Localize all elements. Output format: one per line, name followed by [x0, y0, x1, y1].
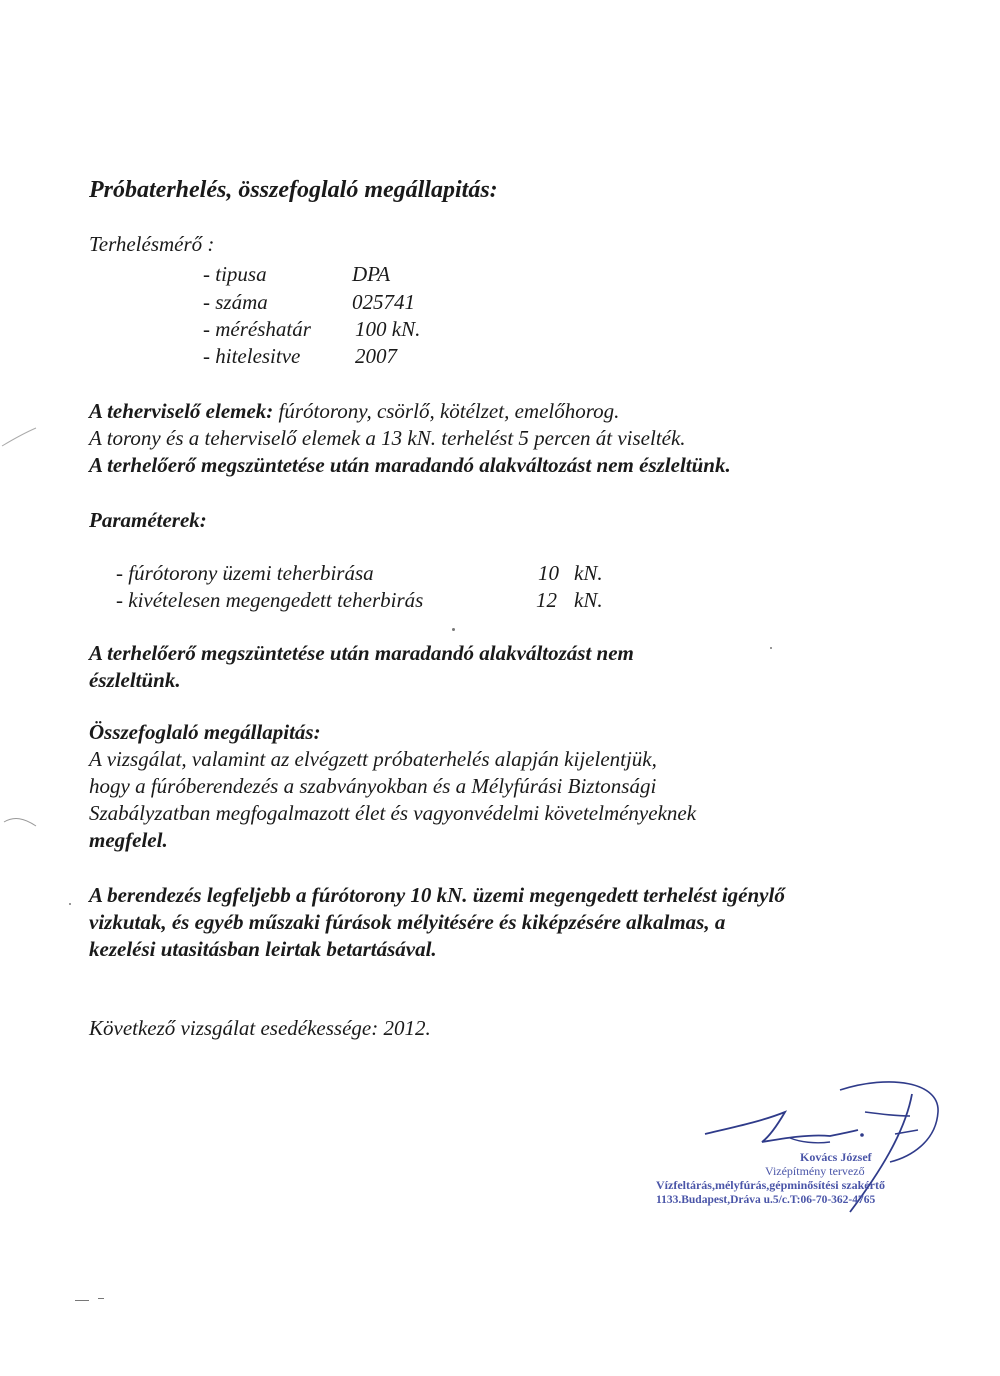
stamp-line-2: Vízfeltárás,mélyfúrás,gépminősítési szakértő	[656, 1178, 885, 1192]
meter-row-value: 100 kN.	[355, 317, 421, 341]
conclusion-line-1: A berendezés legfeljebb a fúrótorony 10 kN. üzemi megengedett terhelést igénylő	[89, 883, 785, 907]
elements-line-2: A torony és a teherviselő elemek a 13 kN. terhelést 5 percen át viselték.	[89, 426, 686, 450]
scan-mark	[0, 808, 40, 838]
summary-heading: Összefoglaló megállapitás:	[89, 720, 321, 744]
param-label: - kivételesen megengedett teherbirás	[116, 588, 424, 612]
note-line-1: A terhelőerő megszüntetése után maradandó alakváltozást nem	[89, 641, 634, 665]
conclusion-line-3: kezelési utasitásban leirtak betartásával.	[89, 937, 437, 961]
meter-row-label: - hitelesitve	[203, 344, 301, 368]
conclusion-line-2: vizkutak, és egyéb műszaki fúrások mélyitésére és kiképzésére alkalmas, a	[89, 910, 726, 934]
param-value: 10	[538, 561, 559, 585]
meter-row-label: - száma	[203, 290, 268, 314]
stamp-line-1: Vizépítmény tervező	[765, 1164, 865, 1178]
param-unit: kN.	[574, 561, 603, 585]
meter-row-label: - méréshatár	[203, 317, 311, 341]
scan-mark	[0, 420, 40, 450]
meter-row-value: 025741	[352, 290, 415, 314]
meter-row-value: 2007	[355, 344, 397, 368]
stamp-line-3: 1133.Budapest,Dráva u.5/c.T:06-70-362-4765	[656, 1194, 876, 1206]
page-title: Próbaterhelés, összefoglaló megállapitás:	[89, 177, 498, 203]
summary-line-3: Szabályzatban megfogalmazott élet és vagyonvédelmi követelményeknek	[89, 801, 697, 825]
elements-line-3: A terhelőerő megszüntetése után maradandó alakváltozást nem észleltünk.	[89, 453, 731, 477]
summary-line-2: hogy a fúróberendezés a szabványokban és a Mélyfúrási Biztonsági	[89, 774, 657, 798]
elements-list: fúrótorony, csörlő, kötélzet, emelőhorog.	[278, 399, 620, 423]
summary-line-1: A vizsgálat, valamint az elvégzett próbaterhelés alapján kijelentjük,	[89, 747, 657, 771]
params-heading: Paraméterek:	[89, 508, 207, 532]
elements-label: A teherviselő elemek:	[89, 399, 274, 423]
param-value: 12	[536, 588, 557, 612]
next-exam: Következő vizsgálat esedékessége: 2012.	[89, 1016, 431, 1040]
note-line-2: észleltünk.	[89, 668, 181, 692]
param-label: - fúrótorony üzemi teherbirása	[116, 561, 374, 585]
meter-row-value: DPA	[352, 262, 391, 286]
meter-heading: Terhelésmérő :	[89, 232, 215, 256]
summary-line-4: megfelel.	[89, 828, 168, 852]
param-unit: kN.	[574, 588, 603, 612]
elements-line-1	[89, 399, 619, 423]
meter-row-label: - tipusa	[203, 262, 267, 286]
stamp-name: Kovács József	[800, 1150, 872, 1164]
